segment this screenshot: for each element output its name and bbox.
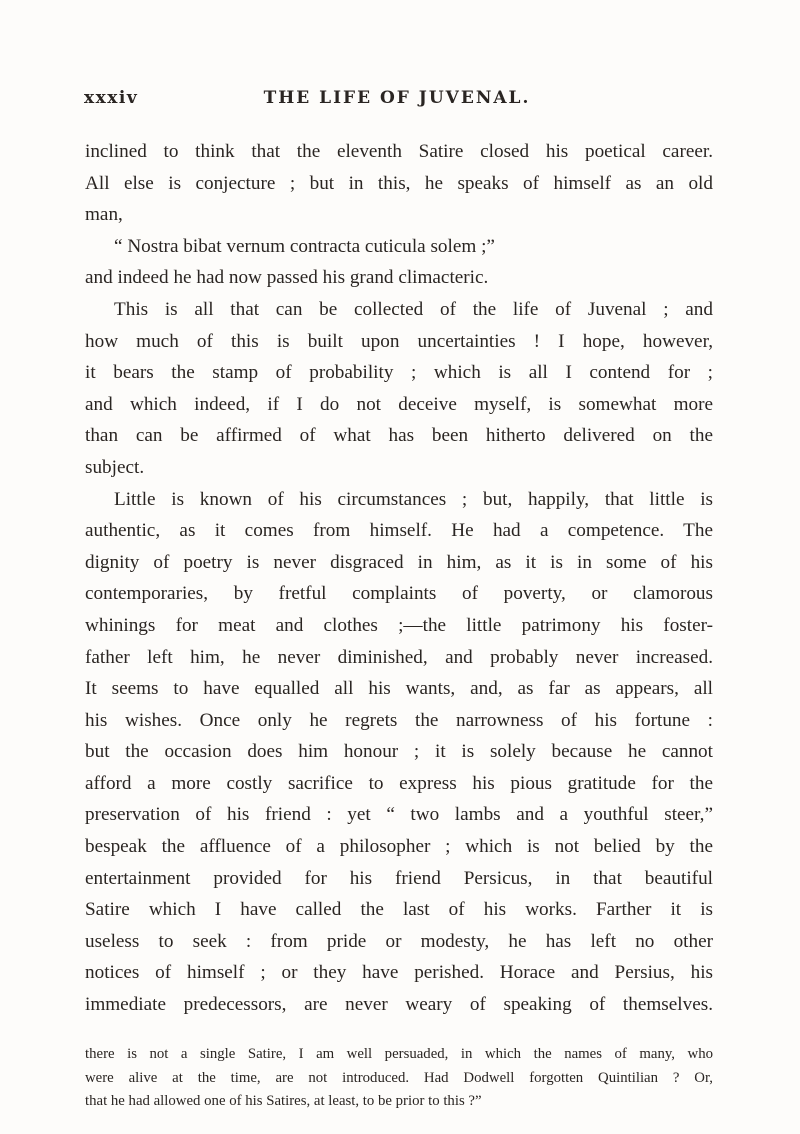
text-line: dignity of poetry is never disgraced in him, as it is in some of his	[85, 551, 713, 573]
text-line: It seems to have equalled all his wants, and, as far as appears, all	[85, 678, 713, 700]
text-line: inclined to think that the eleventh Satire closed his poetical career.	[85, 141, 713, 162]
footnote-line: there is not a single Satire, I am well persuaded, in which the names of many, who	[85, 1046, 713, 1062]
text-line: whinings for meat and clothes ;—the little patrimony his foster-	[85, 614, 713, 636]
text-line: and which indeed, if I do not deceive myself, is somewhat more	[85, 393, 713, 415]
running-title: THE LIFE OF JUVENAL.	[263, 88, 531, 108]
footnote	[85, 1043, 713, 1114]
text-line: notices of himself ; or they have perished. Horace and Persius, his	[85, 962, 713, 984]
page-number: xxxiv	[84, 88, 139, 108]
footnote-line: that he had allowed one of his Satires, at least, to be prior to this ?”	[85, 1093, 482, 1109]
text-line: subject.	[85, 456, 145, 478]
text-line: how much of this is built upon uncertainties ! I hope, however,	[85, 330, 713, 352]
text-line: than can be affirmed of what has been hitherto delivered on the	[85, 425, 713, 447]
verse-quotation: “ Nostra bibat vernum contracta cuticula solem ;”	[114, 235, 495, 257]
text-line: and indeed he had now passed his grand climacteric.	[85, 267, 489, 289]
text-line: authentic, as it comes from himself. He had a competence. The	[85, 520, 713, 542]
text-line: entertainment provided for his friend Persicus, in that beautiful	[85, 867, 713, 889]
text-line: preservation of his friend : yet “ two lambs and a youthful steer,”	[85, 804, 713, 826]
running-head	[84, 88, 710, 112]
text-line: bespeak the affluence of a philosopher ; which is not belied by the	[85, 836, 713, 858]
text-line: but the occasion does him honour ; it is solely because he cannot	[85, 741, 713, 763]
text-line: father left him, he never diminished, and probably never increased.	[85, 646, 713, 668]
text-line: All else is conjecture ; but in this, he speaks of himself as an old	[85, 172, 713, 194]
text-line: contemporaries, by fretful complaints of poverty, or clamorous	[85, 583, 713, 605]
text-line: This is all that can be collected of the life of Juvenal ; and	[114, 298, 713, 320]
text-line: his wishes. Once only he regrets the narrowness of his fortune :	[85, 709, 713, 731]
text-line: man,	[85, 204, 123, 226]
footnote-line: were alive at the time, are not introduced. Had Dodwell forgotten Quintilian ? Or,	[85, 1069, 713, 1086]
text-line: afford a more costly sacrifice to express his pious gratitude for the	[85, 772, 713, 794]
text-line: Satire which I have called the last of his works. Farther it is	[85, 899, 713, 921]
text-line: immediate predecessors, are never weary of speaking of themselves.	[85, 994, 713, 1016]
main-text	[85, 136, 713, 1021]
text-line: Little is known of his circumstances ; but, happily, that little is	[114, 488, 713, 510]
text-line: it bears the stamp of probability ; which is all I contend for ;	[85, 362, 713, 384]
text-line: useless to seek : from pride or modesty, he has left no other	[85, 930, 713, 952]
